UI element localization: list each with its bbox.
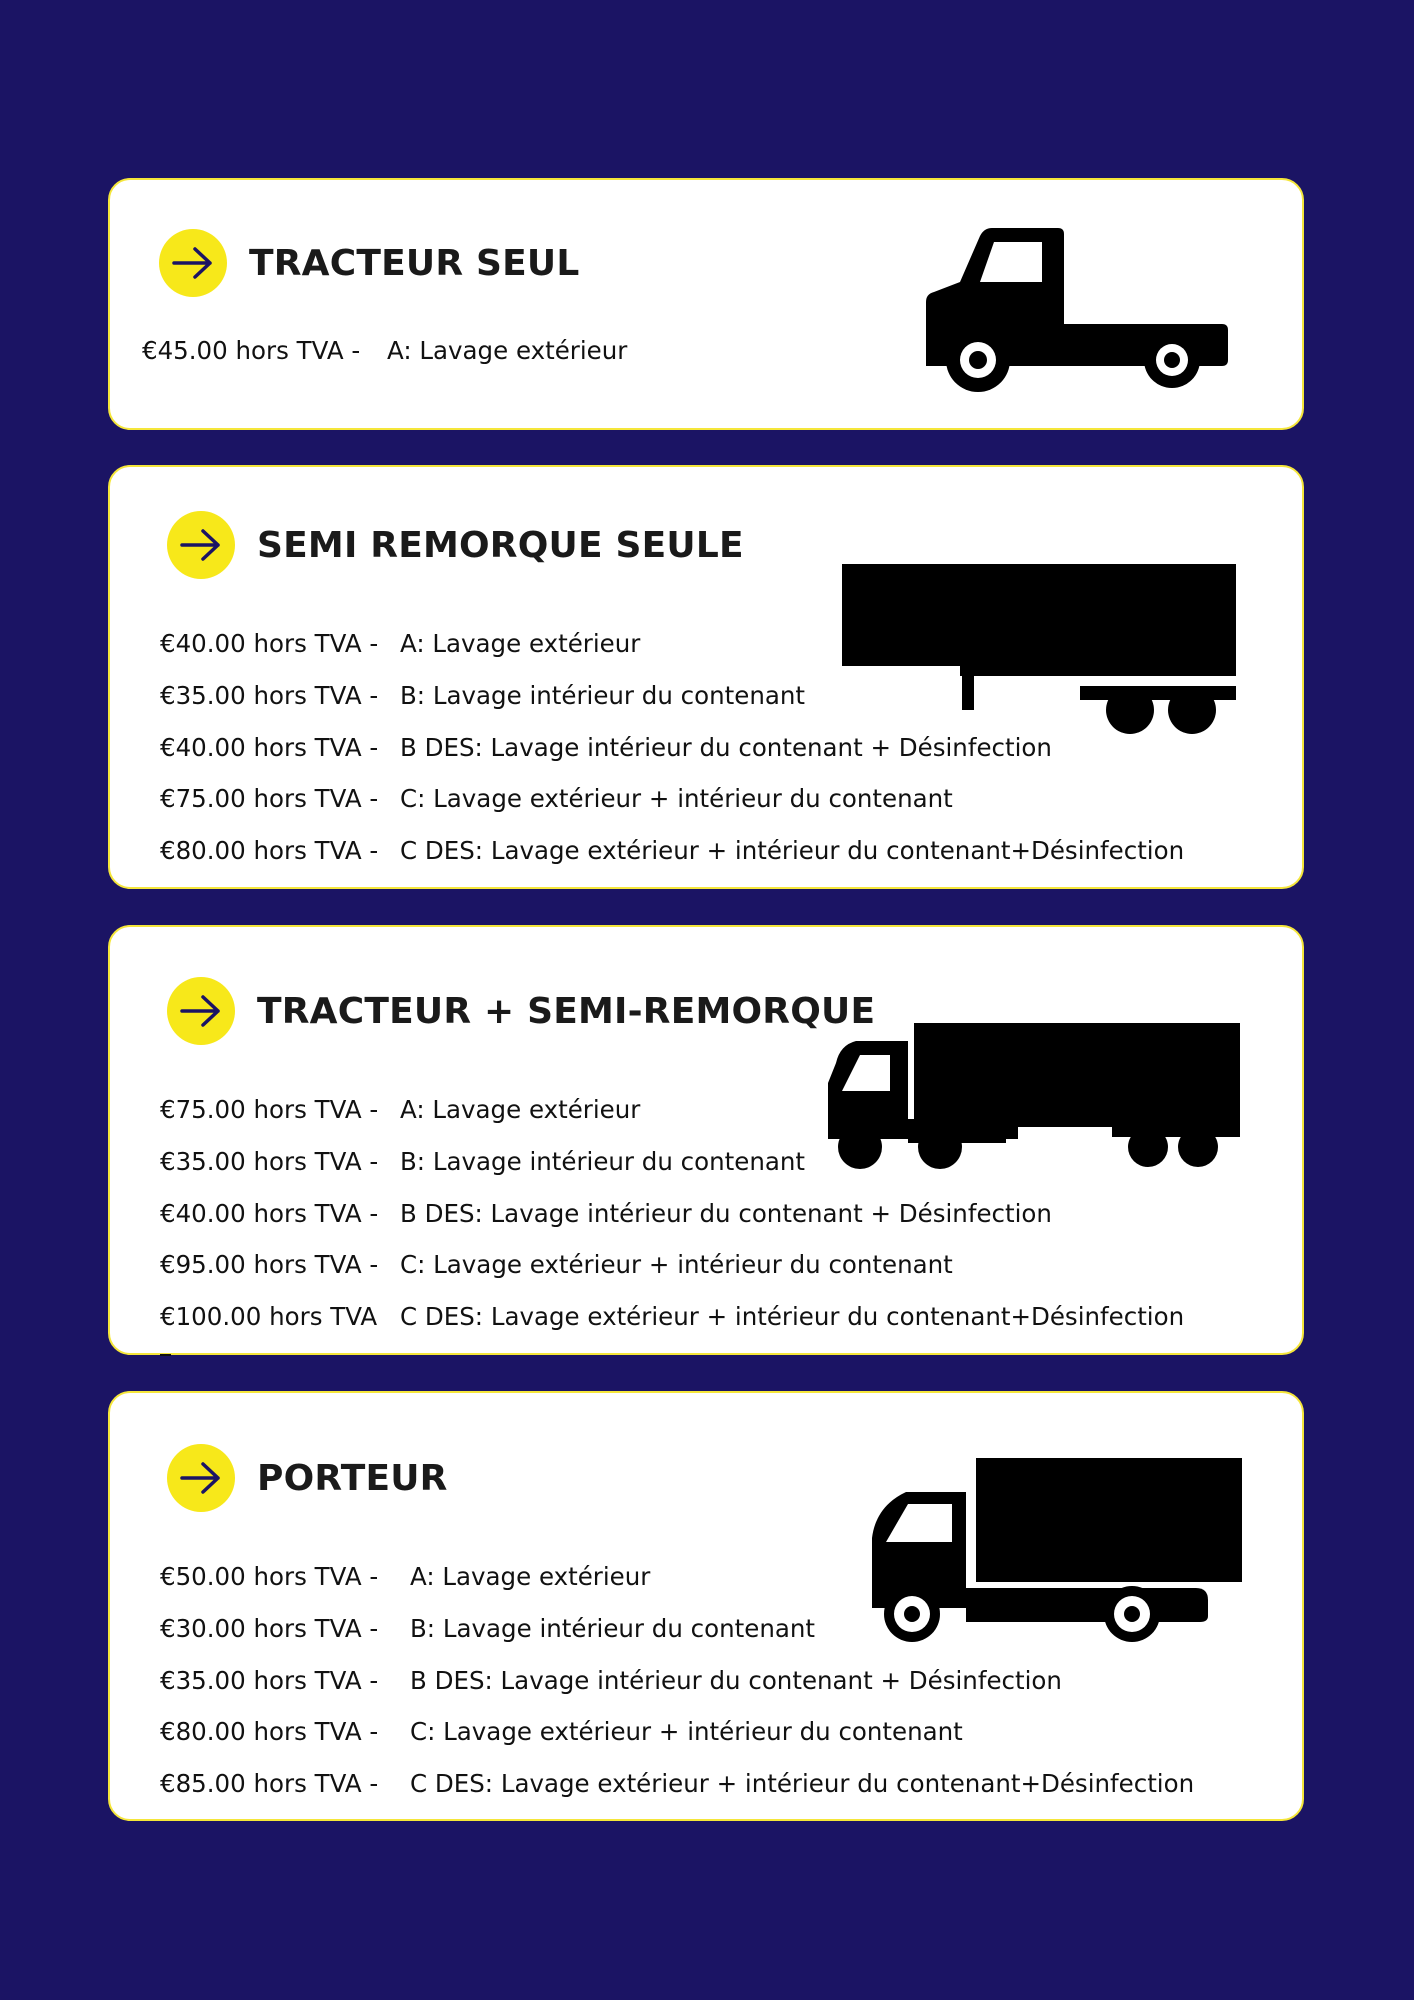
price: €30.00 hors TVA - [160, 1613, 379, 1643]
arrow-right-icon [167, 511, 235, 579]
card-header [167, 511, 744, 579]
service-description: C DES: Lavage extérieur + intérieur du contenant+Désinfection [400, 1302, 1185, 1332]
tractor-semi-trailer-icon [826, 1023, 1244, 1175]
stray-dash [160, 1354, 171, 1356]
tractor-truck-icon [922, 224, 1234, 394]
service-description: A: Lavage extérieur [387, 336, 628, 365]
price-row [160, 773, 1184, 825]
service-description: A: Lavage extérieur [400, 629, 641, 658]
price-row [160, 1291, 1184, 1343]
service-description: B: Lavage intérieur du contenant [410, 1613, 816, 1643]
arrow-right-icon [167, 1444, 235, 1512]
service-description: B DES: Lavage intérieur du contenant + Désinfection [410, 1665, 1062, 1695]
price-row [160, 1239, 1184, 1291]
price-row [160, 1188, 1184, 1240]
price-row [160, 1758, 1194, 1810]
service-description: C DES: Lavage extérieur + intérieur du contenant+Désinfection [400, 836, 1185, 866]
box-truck-icon [870, 1458, 1246, 1644]
price: €35.00 hors TVA - [160, 680, 379, 710]
price-row [142, 325, 627, 377]
price: €40.00 hors TVA - [160, 1198, 379, 1228]
price: €100.00 hors TVA [160, 1302, 378, 1332]
price: €50.00 hors TVA - [160, 1562, 379, 1591]
card-title: TRACTEUR + SEMI-REMORQUE [257, 990, 876, 1032]
price: €75.00 hors TVA - [160, 784, 379, 814]
card-header [167, 977, 875, 1045]
card-tracteur-seul [108, 178, 1304, 430]
price-list [142, 325, 627, 377]
price: €35.00 hors TVA - [160, 1665, 379, 1695]
card-title: TRACTEUR SEUL [249, 242, 580, 284]
service-description: C: Lavage extérieur + intérieur du contenant [400, 784, 953, 814]
card-tracteur-semi-remorque [108, 925, 1304, 1355]
price: €40.00 hors TVA - [160, 732, 379, 762]
service-description: A: Lavage extérieur [410, 1562, 651, 1591]
card-header [159, 229, 580, 297]
card-title: PORTEUR [257, 1457, 448, 1499]
service-description: C DES: Lavage extérieur + intérieur du contenant+Désinfection [410, 1769, 1195, 1799]
service-description: B DES: Lavage intérieur du contenant + Désinfection [400, 1198, 1052, 1228]
card-porteur [108, 1391, 1304, 1821]
semi-trailer-icon [840, 564, 1240, 744]
price: €80.00 hors TVA - [160, 1717, 379, 1747]
price-row [160, 1706, 1194, 1758]
price: €80.00 hors TVA - [160, 836, 379, 866]
card-semi-remorque-seule [108, 465, 1304, 889]
service-description: C: Lavage extérieur + intérieur du contenant [410, 1717, 963, 1747]
card-header [167, 1444, 448, 1512]
price: €75.00 hors TVA - [160, 1095, 379, 1124]
price: €40.00 hors TVA - [160, 629, 379, 658]
card-title: SEMI REMORQUE SEULE [257, 524, 744, 566]
price: €35.00 hors TVA - [160, 1146, 379, 1176]
price-row [160, 825, 1184, 877]
service-description: B: Lavage intérieur du contenant [400, 1146, 806, 1176]
arrow-right-icon [167, 977, 235, 1045]
price: €45.00 hors TVA - [142, 336, 361, 365]
price: €85.00 hors TVA - [160, 1769, 379, 1799]
arrow-right-icon [159, 229, 227, 297]
price-row [160, 1655, 1194, 1707]
service-description: A: Lavage extérieur [400, 1095, 641, 1124]
service-description: B: Lavage intérieur du contenant [400, 680, 806, 710]
price: €95.00 hors TVA - [160, 1250, 379, 1280]
service-description: C: Lavage extérieur + intérieur du contenant [400, 1250, 953, 1280]
service-description: B DES: Lavage intérieur du contenant + Désinfection [400, 732, 1052, 762]
